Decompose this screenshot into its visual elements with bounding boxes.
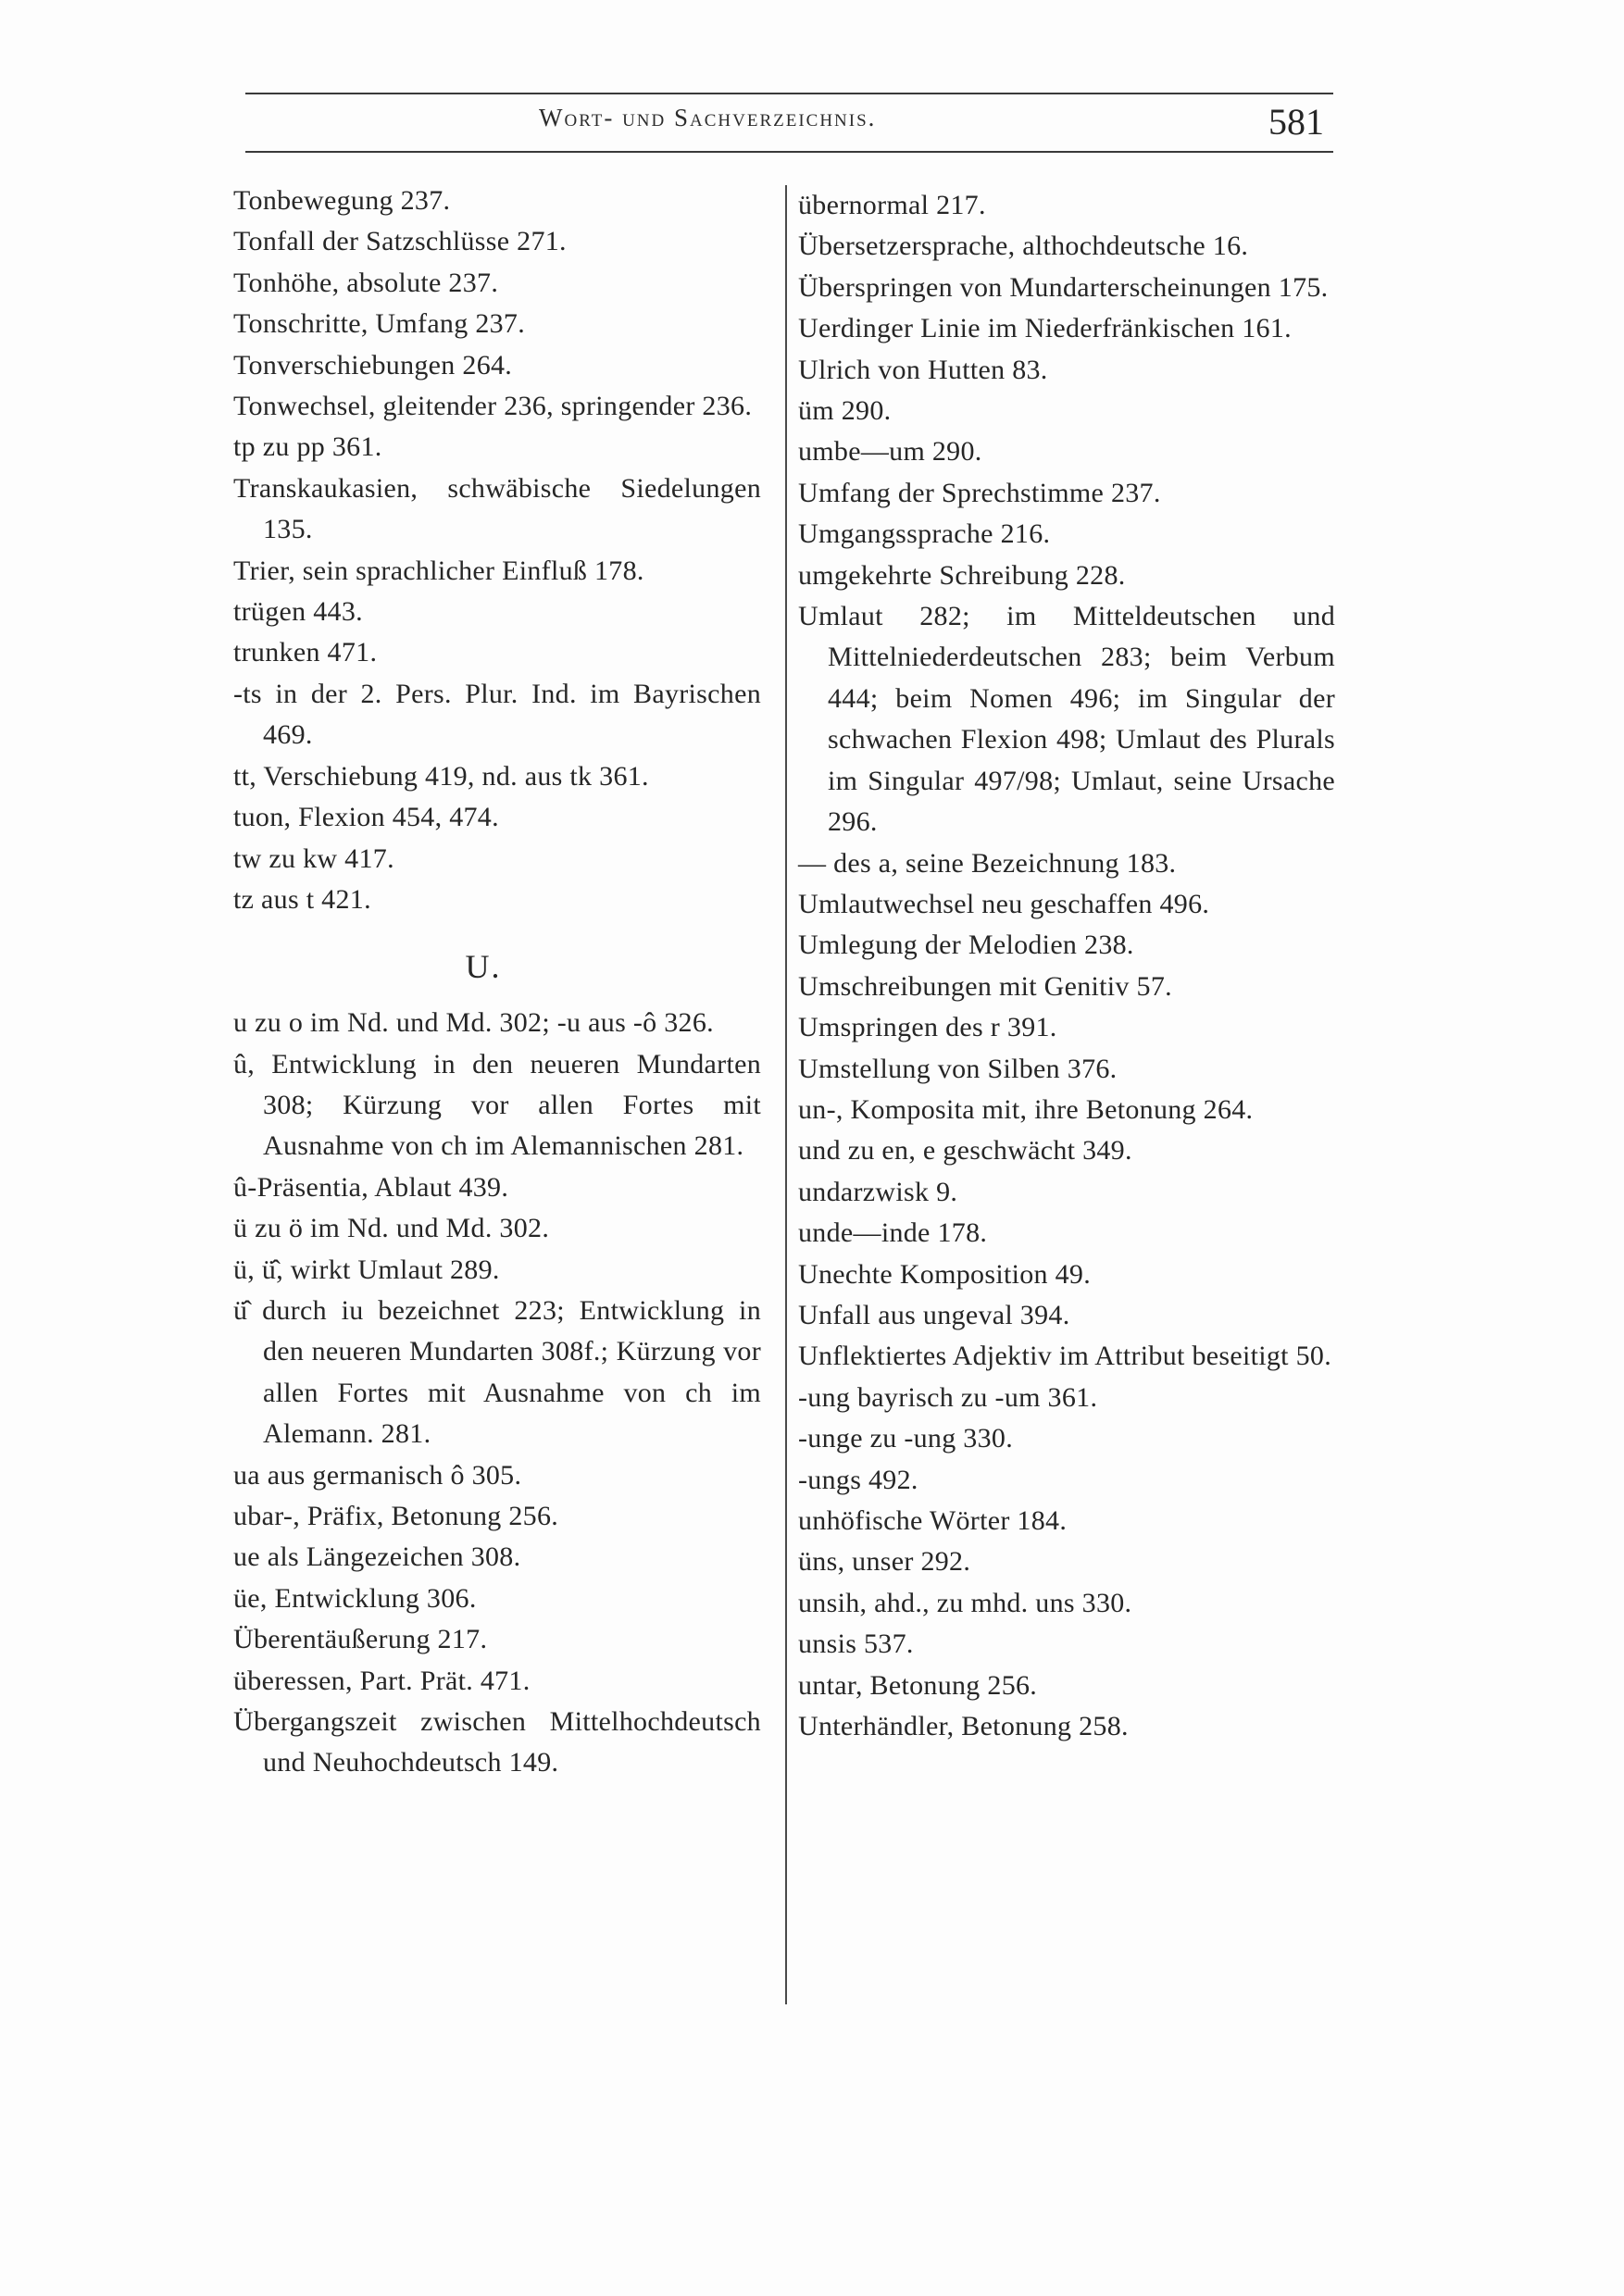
index-entry: und zu en, e geschwächt 349.	[798, 1135, 1132, 1167]
section-heading-u: U.	[465, 948, 502, 986]
index-entry: umbe—um 290.	[798, 436, 982, 468]
index-entry: -ung bayrisch zu -um 361.	[798, 1381, 1098, 1413]
right-entries	[798, 185, 1335, 1747]
page-number: 581	[1268, 101, 1324, 143]
left-column	[233, 181, 761, 1784]
index-entry: -unge zu -ung 330.	[798, 1423, 1014, 1454]
running-title: Wort- und Sachverzeichnis.	[539, 104, 877, 131]
index-entry: Überentäußerung 217.	[233, 1624, 488, 1655]
index-entry: un-, Komposita mit, ihre Betonung 264.	[798, 1093, 1254, 1125]
index-entry: u zu o im Nd. und Md. 302; -u aus -ô 326.	[233, 1007, 714, 1039]
index-entry: Übersetzersprache, althochdeutsche 16.	[798, 231, 1249, 262]
index-entry: Tonhöhe, absolute 237.	[233, 267, 499, 298]
index-entry: Umstellung von Silben 376.	[798, 1053, 1118, 1084]
index-entry: tt, Verschiebung 419, nd. aus tk 361.	[233, 760, 649, 792]
index-entry: Umschreibungen mit Genitiv 57.	[798, 970, 1172, 1002]
index-entry: Trier, sein sprachlicher Einfluß 178.	[233, 555, 644, 586]
index-entry: tuon, Flexion 454, 474.	[233, 802, 499, 833]
index-entry: tw zu kw 417.	[233, 842, 394, 874]
index-entry: ü̂ durch iu bezeichnet 223; Entwicklung in den neueren Mundarten 308f.; Kürzung vor allen Fortes mit Ausnahme von ch im Alemann. 281.	[233, 1294, 761, 1450]
index-entry: üns, unser 292.	[798, 1546, 971, 1578]
index-entry: umgekehrte Schreibung 228.	[798, 559, 1126, 591]
index-entry: Unterhändler, Betonung 258.	[798, 1711, 1129, 1742]
index-entry: ü zu ö im Nd. und Md. 302.	[233, 1213, 550, 1244]
index-entry: Tonschritte, Umfang 237.	[233, 308, 526, 340]
index-entry: ue als Längezeichen 308.	[233, 1541, 521, 1573]
right-column	[798, 185, 1335, 1747]
index-entry: üe, Entwicklung 306.	[233, 1582, 477, 1614]
index-entry: û-Präsentia, Ablaut 439.	[233, 1171, 509, 1203]
index-entry: Unflektiertes Adjektiv im Attribut beseitigt 50.	[798, 1341, 1331, 1372]
index-entry: trügen 443.	[233, 596, 363, 628]
index-entry: Uerdinger Linie im Niederfränkischen 161.	[798, 313, 1292, 344]
index-entry: ua aus germanisch ô 305.	[233, 1459, 522, 1491]
index-entry: unsis 537.	[798, 1628, 914, 1660]
index-entry: Umlegung der Melodien 238.	[798, 930, 1134, 961]
index-entry: überessen, Part. Prät. 471.	[233, 1665, 531, 1696]
index-entry: Ulrich von Hutten 83.	[798, 354, 1048, 385]
index-entry: üm 290.	[798, 395, 892, 427]
index-entry: undarzwisk 9.	[798, 1176, 958, 1207]
index-entry: Unfall aus ungeval 394.	[798, 1299, 1070, 1330]
left-entries-after	[233, 1003, 761, 1784]
index-entry: Tonfall der Satzschlüsse 271.	[233, 226, 567, 257]
index-entry: Umspringen des r 391.	[798, 1012, 1057, 1043]
index-entry: û, Entwicklung in den neueren Mundarten 308; Kürzung vor allen Fortes mit Ausnahme von ch im Alemannischen 281.	[233, 1048, 761, 1162]
index-entry: tz aus t 421.	[233, 883, 371, 915]
index-entry: Übergangszeit zwischen Mittelhochdeutsch und Neuhochdeutsch 149.	[233, 1706, 761, 1778]
index-entry: unhöfische Wörter 184.	[798, 1505, 1068, 1536]
index-entry: -ts in der 2. Pers. Plur. Ind. im Bayrischen 469.	[233, 678, 761, 751]
index-entry: übernormal 217.	[798, 190, 986, 220]
index-entry: Tonbewegung 237.	[233, 185, 451, 216]
index-entry: Umlaut 282; im Mitteldeutschen und Mittelniederdeutschen 283; beim Verbum 444; beim Nomen 496; im Singular der schwachen Flexion 498; Umlaut des Plurals im Singular 497/98; Umlaut, seine Ursache 296.	[798, 601, 1335, 838]
left-entries-before	[233, 181, 761, 920]
index-entry: Umlautwechsel neu geschaffen 496.	[798, 888, 1210, 919]
index-entry: ü, ü̂, wirkt Umlaut 289.	[233, 1254, 500, 1285]
index-entry: tp zu pp 361.	[233, 431, 382, 463]
index-entry: unsih, ahd., zu mhd. uns 330.	[798, 1587, 1132, 1618]
index-entry: Überspringen von Mundarterscheinungen 175.	[798, 271, 1329, 303]
index-entry: ubar-, Präfix, Betonung 256.	[233, 1500, 559, 1531]
index-entry: -ungs 492.	[798, 1464, 918, 1495]
index-entry: unde—inde 178.	[798, 1217, 988, 1249]
index-entry: Umgangssprache 216.	[798, 518, 1051, 550]
index-entry: untar, Betonung 256.	[798, 1669, 1038, 1701]
header-bottom-rule	[245, 151, 1333, 153]
header-top-rule	[245, 93, 1333, 94]
index-entry: — des a, seine Bezeichnung 183.	[798, 847, 1177, 879]
column-divider	[785, 185, 787, 2004]
index-entry: Tonverschiebungen 264.	[233, 349, 513, 381]
index-entry: trunken 471.	[233, 637, 378, 668]
index-entry: Umfang der Sprechstimme 237.	[798, 477, 1161, 508]
index-entry: Unechte Komposition 49.	[798, 1258, 1092, 1290]
index-entry: Tonwechsel, gleitender 236, springender 236.	[233, 391, 753, 422]
index-entry: Transkaukasien, schwäbische Siedelungen 135.	[233, 472, 761, 545]
